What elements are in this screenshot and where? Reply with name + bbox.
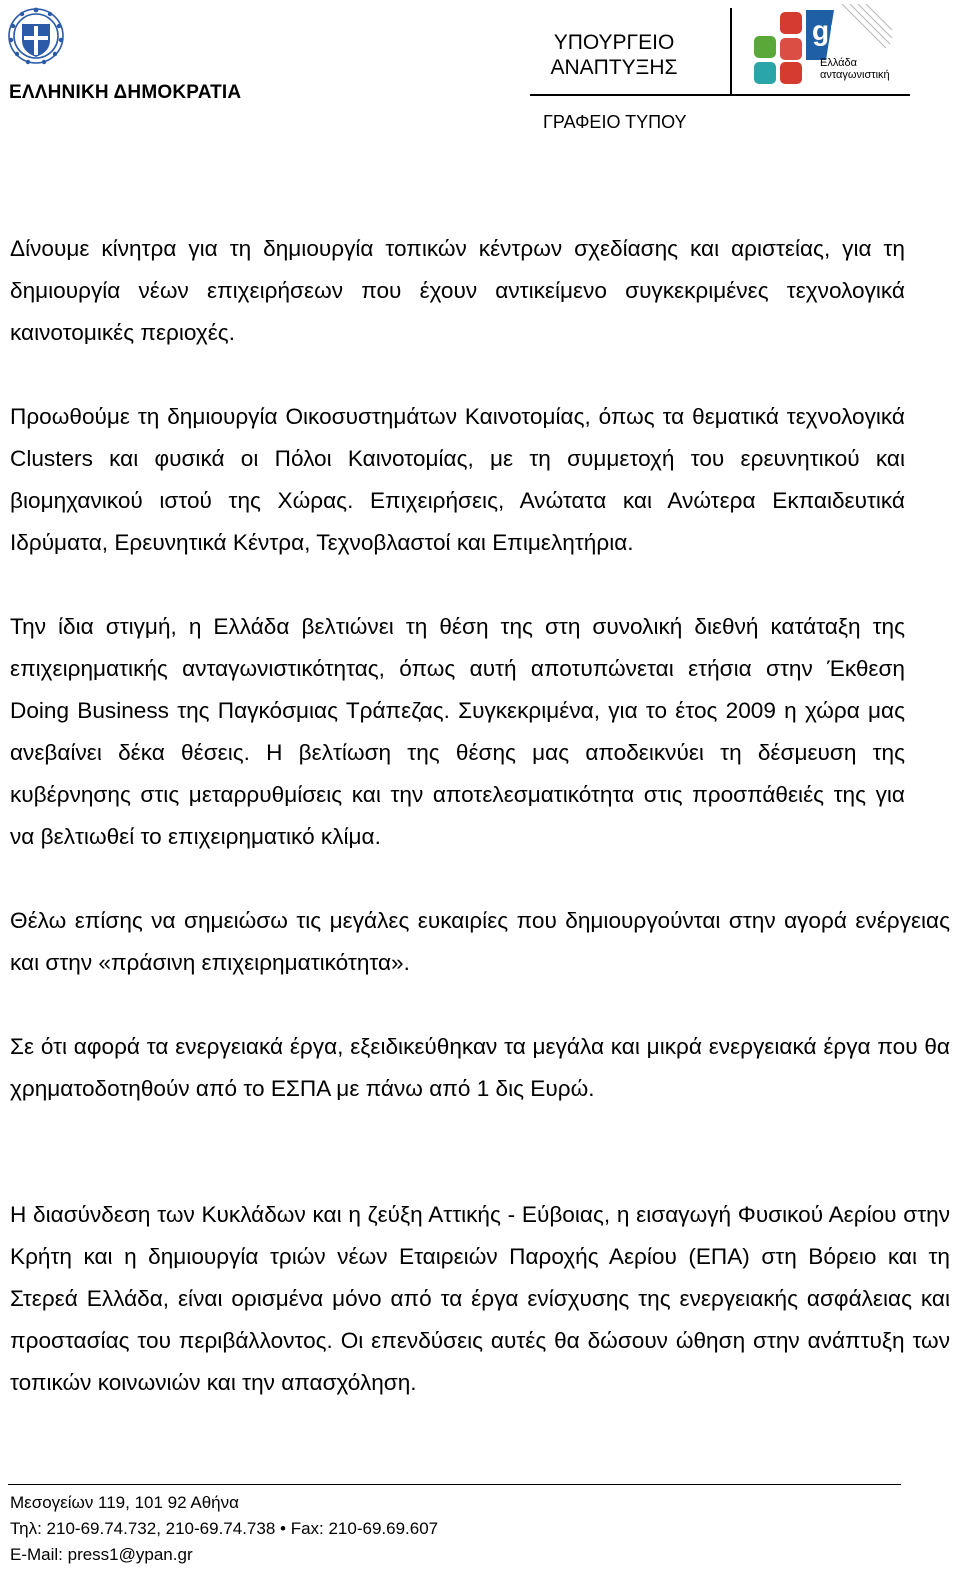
ministry-line-1: ΥΠΟΥΡΓΕΙΟ [553, 31, 675, 54]
paragraph: Σε ότι αφορά τα ενεργειακά έργα, εξειδικεύθηκαν τα μεγάλα και μικρά ενεργειακά έργα που θα χρηματοδοτηθούν από το ΕΣΠΑ με πάνω από 1 δις Ευρώ. [10, 1034, 950, 1101]
footer-address: Μεσογείων 119, 101 92 Αθήνα [10, 1493, 239, 1512]
footer-email: E-Mail: press1@ypan.gr [10, 1545, 193, 1564]
footer-divider [8, 1484, 901, 1485]
header-vertical-divider [730, 8, 732, 94]
ministry-name [530, 30, 698, 80]
paragraph: Την ίδια στιγμή, η Ελλάδα βελτιώνει τη θέση της στη συνολική διεθνή κατάταξη της επιχειρηματικής ανταγωνιστικότητας, όπως αυτή αποτυπώνεται ετήσια στην Έκθεση Doing Business της Παγκόσμιας Τράπεζας. Συγκεκριμένα, για το έτος 2009 η χώρα μας ανεβαίνει δέκα θέσεις. Η βελτίωση της θέσης μας αποδεικνύει τη δέσμευση της κυβέρνησης στις μεταρρυθμίσεις και την αποτελεσματικότητα στις προσπάθειές της για να βελτιωθεί το επιχειρηματικό κλίμα. [10, 614, 905, 849]
header-horizontal-divider [530, 94, 910, 96]
logo-caption-2: ανταγωνιστική [820, 69, 890, 81]
logo-caption-1: Ελλάδα [820, 57, 858, 69]
paragraph: Η διασύνδεση των Κυκλάδων και η ζεύξη Αττικής - Εύβοιας, η εισαγωγή Φυσικού Αερίου στην Κρήτη και η δημιουργία τριών νέων Εταιρειών Παροχής Αερίου (ΕΠΑ) στη Βόρειο και τη Στερεά Ελλάδα, είναι ορισμένα μόνο από τα έργα ενίσχυσης της ενεργειακής ασφάλειας και προστασίας του περιβάλλοντος. Οι επενδύσεις αυτές θα δώσουν ώθηση στην ανάπτυξη των τοπικών κοινωνιών και την απασχόληση. [10, 1202, 950, 1395]
press-office-title: ΓΡΑΦΕΙΟ ΤΥΠΟΥ [543, 112, 687, 132]
paragraph: Θέλω επίσης να σημειώσω τις μεγάλες ευκαιρίες που δημιουργούνται στην αγορά ενέργειας και στην «πράσινη επιχειρηματικότητα». [10, 908, 950, 975]
greek-coat-of-arms-icon [6, 4, 66, 66]
logo-gr-text: gr [812, 15, 840, 46]
greece-competitive-logo [754, 4, 894, 88]
ministry-line-2: ΑΝΑΠΤΥΞΗΣ [550, 56, 678, 79]
footer-phones: Τηλ: 210-69.74.732, 210-69.74.738 • Fax: 210-69.69.607 [10, 1519, 439, 1538]
paragraph: Δίνουμε κίνητρα για τη δημιουργία τοπικών κέντρων σχεδίασης και αριστείας, για τη δημιουργία νέων επιχειρήσεων που έχουν αντικείμενο συγκεκριμένες τεχνολογικά καινοτομικές περιοχές. [10, 236, 905, 345]
country-name: ΕΛΛΗΝΙΚΗ ΔΗΜΟΚΡΑΤΙΑ [9, 82, 242, 103]
letterhead [0, 0, 960, 150]
contact-footer [10, 1490, 438, 1568]
paragraph: Προωθούμε τη δημιουργία Οικοσυστημάτων Καινοτομίας, όπως τα θεματικά τεχνολογικά Clusters και φυσικά οι Πόλοι Καινοτομίας, με τη συμμετοχή του ερευνητικού και βιομηχανικού ιστού της Χώρας. Επιχειρήσεις, Ανώτατα και Ανώτερα Εκπαιδευτικά Ιδρύματα, Ερευνητικά Κέντρα, Τεχνοβλαστοί και Επιμελητήρια. [10, 404, 905, 555]
press-release-body [10, 228, 950, 1404]
